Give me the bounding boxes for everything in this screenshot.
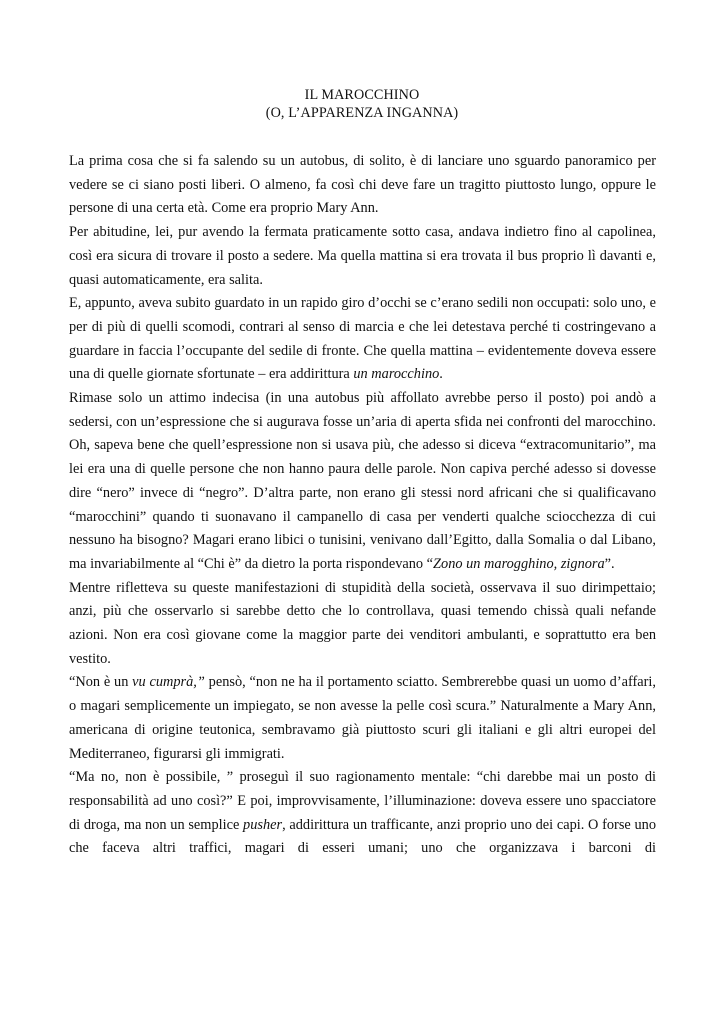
paragraph: [69, 766, 656, 861]
paragraph: [69, 150, 656, 221]
paragraph-text: “Non è un: [69, 674, 133, 691]
italic-phrase: un marocchino: [353, 366, 440, 383]
paragraph-text: Mentre rifletteva su queste manifestazioni di stupidità della società, osservava il suo dirimpettaio; anzi, più che osservarlo si sarebbe detto che lo controllava, quasi temendo chissà quali nefande azioni. Non era così giovane come la maggior parte dei venditori ambulanti, e soprattutto era ben vestito.: [69, 579, 656, 667]
paragraph-text: E, appunto, aveva subito guardato in un rapido giro d’occhi se c’erano sedili non occupati: solo uno, e per di più di quelli scomodi, contrari al senso di marcia e che lei detestava perché ti costringevano a guardare in faccia l’occupante del sedile di fronte. Che quella mattina – evidentemente doveva essere una di quelle giornate sfortunate – era addirittura: [69, 295, 656, 383]
story-title: [0, 86, 724, 122]
paragraph-text: Per abitudine, lei, pur avendo la fermata praticamente sotto casa, andava indietro fino al capolinea, così era sicura di trovare il posto a sedere. Ma quella mattina si era trovata il bus proprio lì davanti e, quasi automaticamente, era salita.: [69, 224, 656, 288]
paragraph-text: La prima cosa che si fa salendo su un autobus, di solito, è di lanciare uno sguardo panoramico per vedere se ci siano posti liberi. O almeno, fa così chi deve fare un tragitto piuttosto lungo, oppure le persone di una certa età. Come era proprio Mary Ann.: [69, 153, 656, 217]
paragraph-text: Rimase solo un attimo indecisa (in una autobus più affollato avrebbe perso il posto) poi andò a sedersi, con un’espressione che si augurava fosse un’aria di aperta sfida nei confronti del marocchino. Oh, sapeva bene che quell’espressione non si usava più, che adesso si diceva “extracomunitario”, ma lei era una di quelle persone che non hanno paura delle parole. Non capiva perché adesso si dovesse dire “nero” invece di “negro”. D’altra parte, non erano gli stessi nord africani che si qualificavano “marocchini” quando ti suonavano il campanello di casa per venderti qualche sciocchezza di cui nessuno ha bisogno? Magari erano libici o tunisini, venivano dall’Egitto, dalla Somalia o dal Libano, ma invariabilmente al “Chi è” da dietro la porta rispondevano “: [69, 390, 656, 572]
paragraph: [69, 671, 656, 766]
title-line-main: IL MAROCCHINO: [304, 87, 420, 103]
paragraph-text: , addirittura un trafficante, anzi proprio uno dei capi. O forse uno che faceva altri traffici, magari di esseri umani; uno che organizzava i barconi di: [69, 816, 656, 857]
title-line-subtitle: (O, L’APPARENZA INGANNA): [265, 105, 459, 121]
paragraph-text: .: [439, 366, 443, 383]
paragraph-text: pensò, “non ne ha il portamento sciatto. Sembrerebbe quasi un uomo d’affari, o magari semplicemente un impiegato, se non avesse la pelle così scura.” Naturalmente a Mary Ann, americana di origine teutonica, sembravamo già piuttosto scuri gli italiani e gli altri europei del Mediterraneo, figurarsi gli immigrati.: [69, 674, 656, 762]
italic-phrase: vu cumprà,”: [132, 674, 205, 691]
paragraph: [69, 221, 656, 292]
paragraph: [69, 577, 656, 672]
paragraph: [69, 387, 656, 577]
story-body: [69, 150, 656, 861]
paragraph-text: ”.: [604, 555, 615, 572]
italic-phrase: Zono un marogghino, zignora: [433, 555, 605, 572]
paragraph: [69, 292, 656, 387]
paragraph-text: “Ma no, non è possibile, ” proseguì il suo ragionamento mentale: “chi darebbe mai un posto di responsabilità ad uno così?” E poi, improvvisamente, l’illuminazione: doveva essere uno spacciatore di droga, ma non un semplice: [69, 769, 656, 833]
italic-phrase: pusher: [243, 816, 283, 833]
